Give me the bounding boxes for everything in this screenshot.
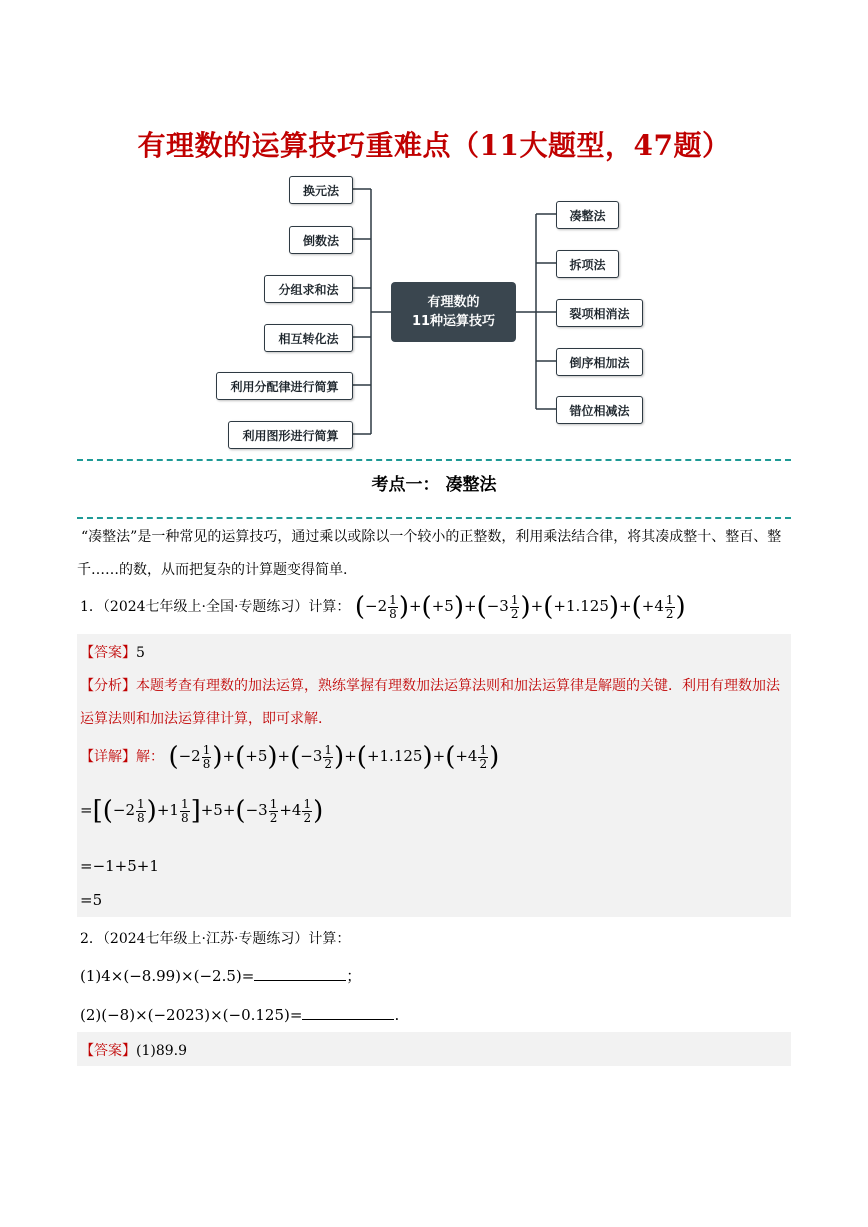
- mindmap-node-graphic: 利用图形进行简算: [228, 421, 353, 449]
- divider-top: [77, 459, 791, 461]
- mindmap-node-reverse-add: 倒序相加法: [556, 348, 643, 376]
- question-1: [80, 592, 686, 622]
- mind-map-connectors: [0, 0, 868, 460]
- q2-answer: [80, 1040, 187, 1060]
- q1-step-4: =5: [80, 891, 103, 909]
- mindmap-node-shift-subtract: 错位相减法: [556, 396, 643, 424]
- divider-bottom: [77, 517, 791, 519]
- mind-map: [0, 0, 868, 460]
- mindmap-center: [391, 282, 516, 342]
- section-title: 考点一： 凑整法: [371, 475, 497, 495]
- q2-answer-tag: 【答案】: [80, 1043, 136, 1059]
- q1-expression: (−2 $\frac{1}{8}$ )+(+5)+(−3 $\frac{1}{2}$ )+(+1.125)+(+4 $\frac{1}{2}$ ): [354, 592, 686, 622]
- mindmap-node-distributive: 利用分配律进行简算: [216, 372, 353, 400]
- q2-p1-end: ；: [346, 967, 362, 985]
- mindmap-node-split-term: 拆项法: [556, 250, 619, 278]
- q2-answer-value: (1)89.9: [136, 1043, 188, 1059]
- mindmap-node-reciprocal: 倒数法: [289, 226, 353, 254]
- q1-step-3: =−1+5+1: [80, 857, 159, 875]
- q1-step-2: =[(−2 $\frac{1}{8}$ )+1 $\frac{1}{8}$ ]+5+(−3 $\frac{1}{2}$ +4 $\frac{1}{2}$ ): [80, 796, 324, 826]
- mindmap-node-round-up: 凑整法: [556, 201, 619, 229]
- q1-detail-prefix: 解：: [136, 749, 164, 765]
- q2-p1-expression: 4×(−8.99)×(−2.5)=: [101, 967, 255, 985]
- intro-paragraph: “凑整法”是一种常见的运算技巧，通过乘以或除以一个较小的正整数，利用乘法结合律，将其凑成整十、整百、整千……的数，从而把复杂的计算题变得简单.: [77, 529, 782, 578]
- q2-label: 2．（2024七年级上·江苏·专题练习）计算：: [80, 931, 351, 947]
- mindmap-center-line1: 有理数的: [427, 295, 480, 310]
- mindmap-center-line2: 11种运算技巧: [411, 314, 496, 329]
- q1-analysis: [80, 670, 788, 736]
- q1-analysis-tag: 【分析】: [80, 678, 136, 694]
- q2-p2-prefix: (2): [80, 1006, 102, 1024]
- mindmap-node-conversion: 相互转化法: [264, 324, 353, 352]
- q2-p1-prefix: (1): [80, 967, 102, 985]
- q1-analysis-text: 本题考查有理数的加法运算，熟练掌握有理数加法运算法则和加法运算律是解题的关键．利用有理数加法运算法则和加法运算律计算，即可求解.: [80, 678, 780, 727]
- q2-part-1: [80, 965, 361, 986]
- document-title: 有理数的运算技巧重难点（11大题型，47题）: [137, 129, 731, 162]
- mindmap-node-substitution: 换元法: [289, 176, 353, 204]
- q2-p2-expression: (−8)×(−2023)×(−0.125)=: [101, 1006, 303, 1024]
- q1-answer: [80, 642, 145, 662]
- q1-answer-tag: 【答案】: [80, 645, 136, 661]
- q1-detail: [80, 742, 499, 772]
- q1-detail-tag: 【详解】: [80, 749, 136, 765]
- mindmap-node-telescoping: 裂项相消法: [556, 299, 643, 327]
- q1-answer-value: 5: [136, 645, 145, 661]
- q2-p2-blank: [302, 1005, 394, 1020]
- q2-part-2: [80, 1005, 399, 1024]
- q2-p1-blank: [254, 966, 346, 981]
- mindmap-node-group-sum: 分组求和法: [264, 275, 353, 303]
- q1-label: 1．（2024七年级上·全国·专题练习）计算：: [80, 599, 351, 615]
- q2-p2-end: .: [394, 1006, 400, 1024]
- q1-detail-expression: (−2 $\frac{1}{8}$ )+(+5)+(−3 $\frac{1}{2}$ )+(+1.125)+(+4 $\frac{1}{2}$ ): [168, 742, 500, 772]
